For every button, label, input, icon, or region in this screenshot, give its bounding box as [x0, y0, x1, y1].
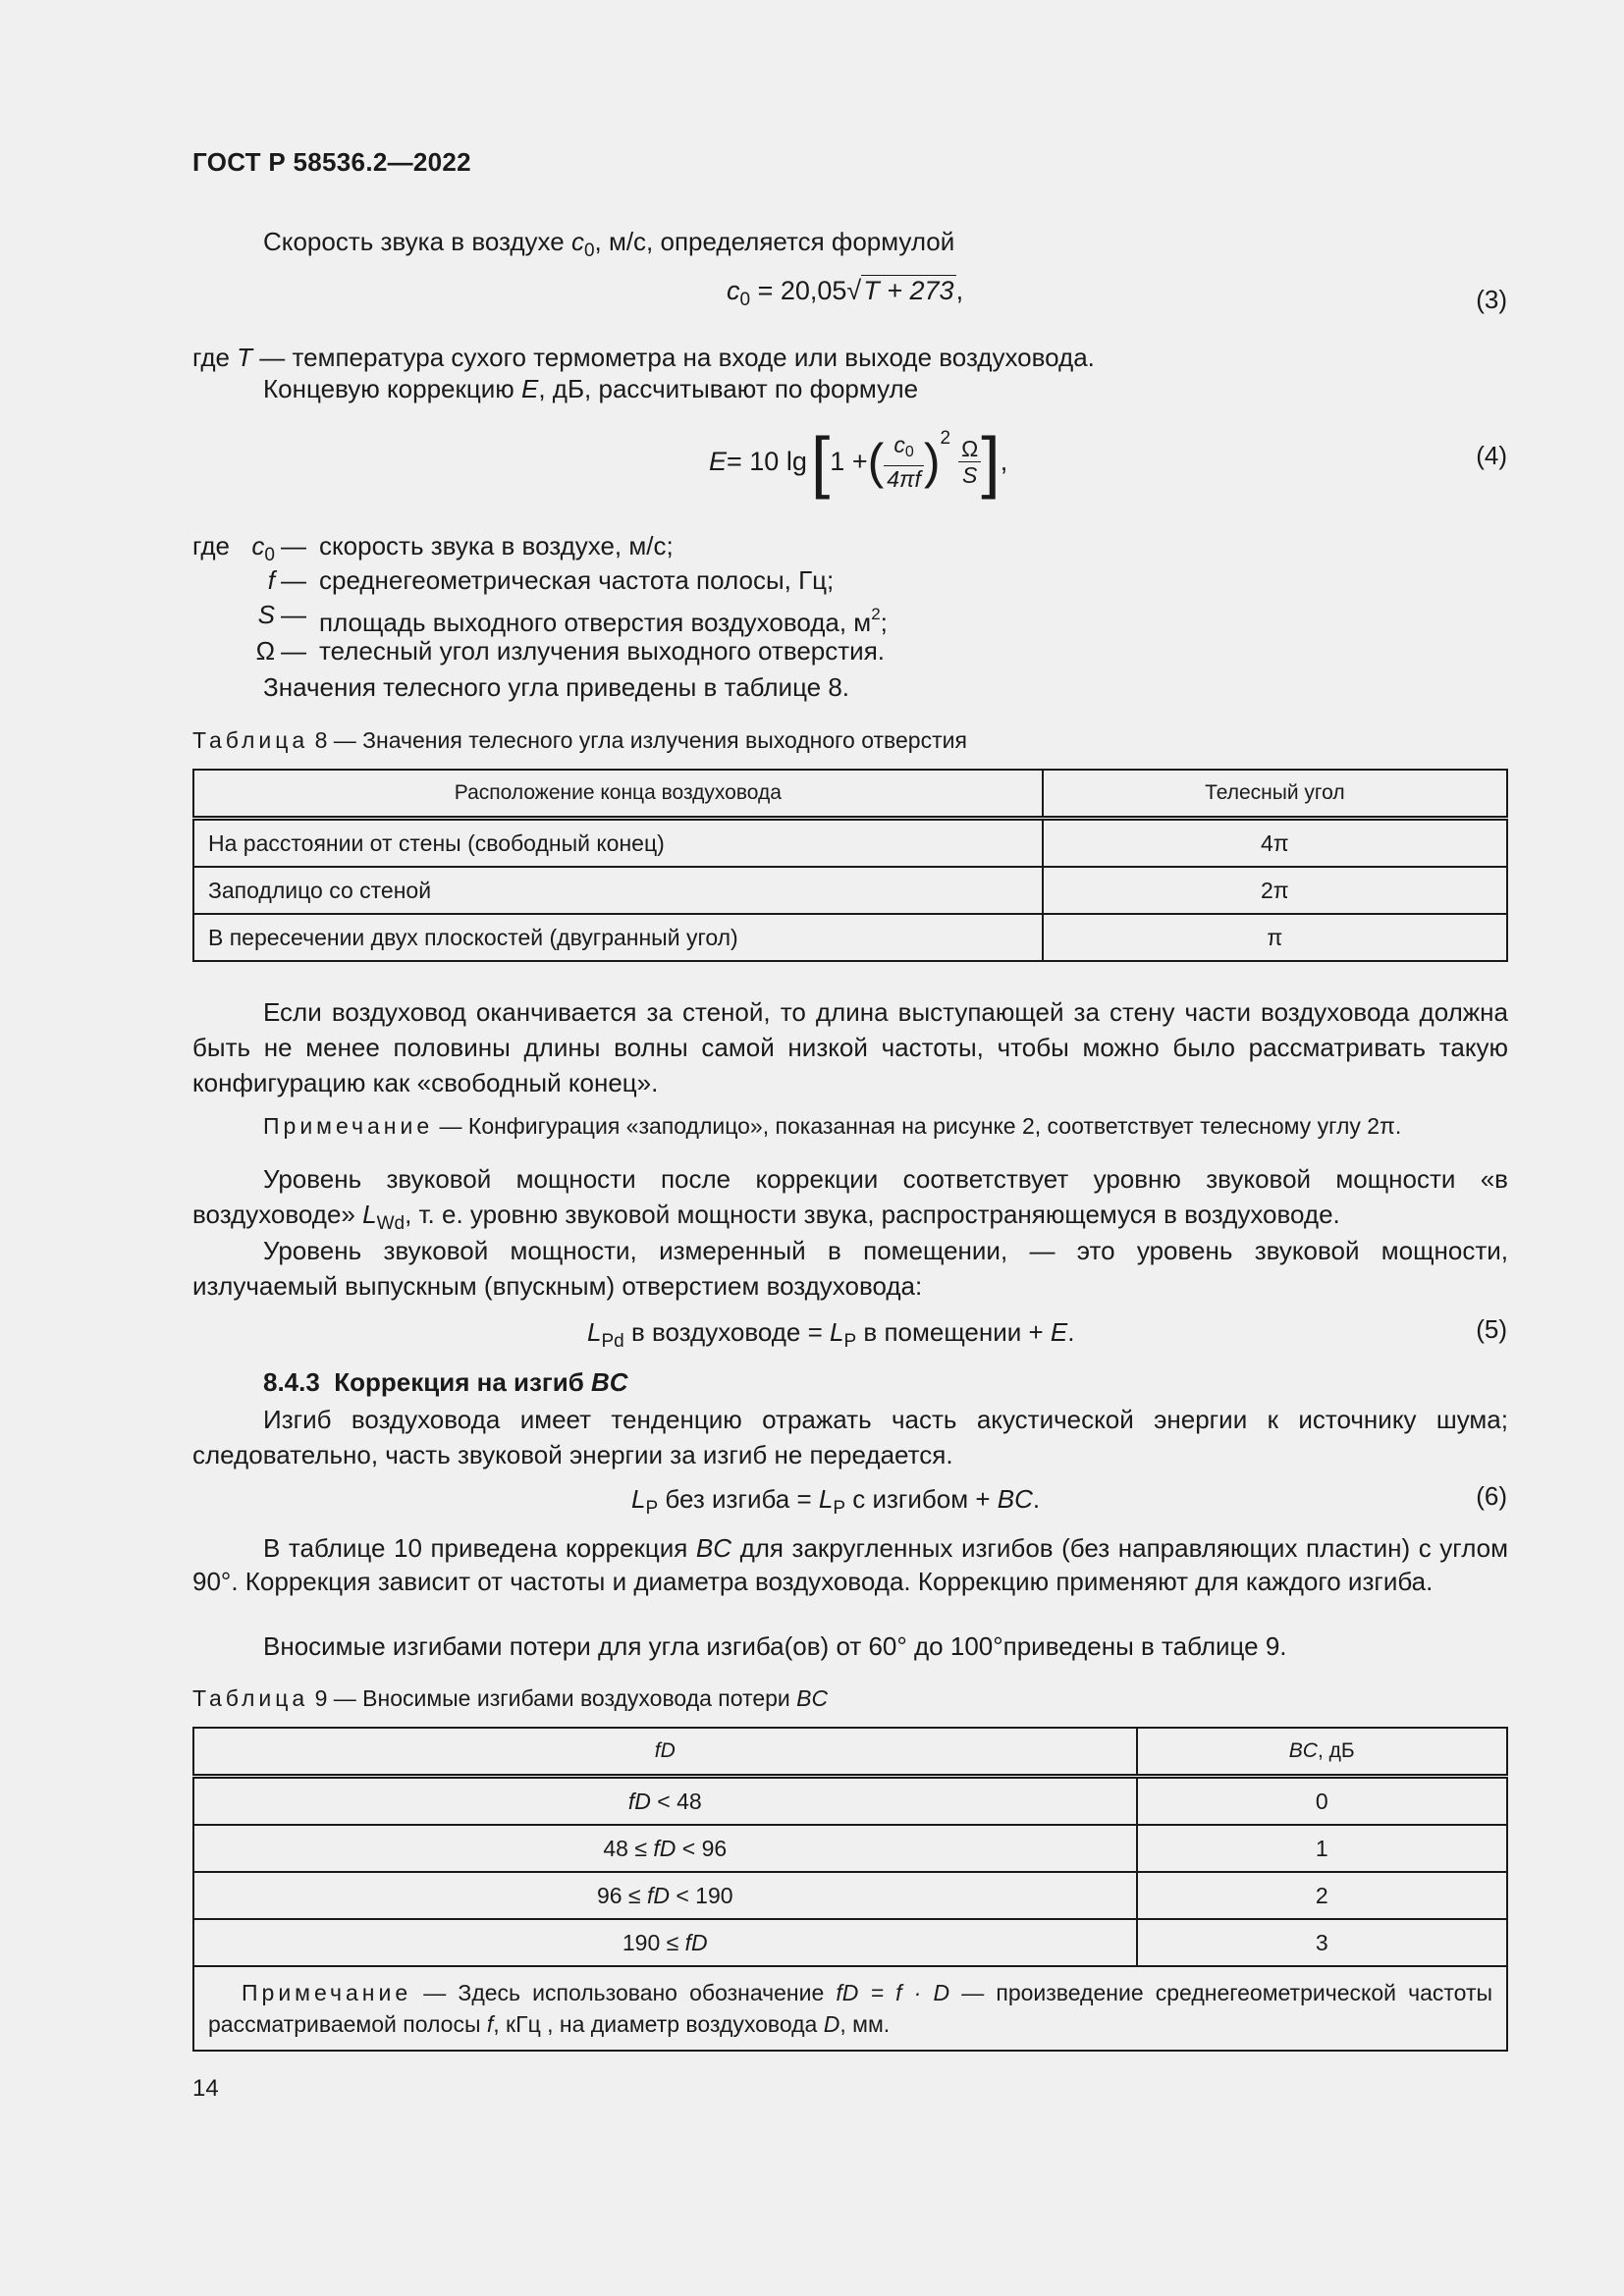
def-symbol-S: S [257, 600, 275, 629]
document-header: ГОСТ Р 58536.2—2022 [192, 147, 471, 177]
equation-5: $L_{Pd}$ в воздуховоде = $L_P$ в помещении + E. [587, 1317, 1075, 1352]
table-row [193, 1777, 1507, 1826]
table8 [192, 769, 1508, 962]
def-dash: — [281, 636, 306, 666]
fraction-c0-over-4pif: $\frac{c0}{4\pi f}$ [884, 432, 924, 492]
sqrt-sign: √ [846, 276, 862, 305]
table8-header-row [193, 770, 1507, 819]
def-symbol-omega: Ω [255, 636, 275, 666]
table9-cell-range: 96 ≤ fD < 190 [193, 1872, 1137, 1919]
table9-cell-value: 0 [1137, 1777, 1507, 1826]
table-row [193, 1919, 1507, 1966]
paragraph-bend: Изгиб воздуховода имеет тенденцию отражать часть акустической энергии к источнику шума; следовательно, часть звуковой энергии за изгиб не передается. [192, 1405, 1508, 1469]
def-dash: — [281, 531, 306, 561]
paragraph-wall: Если воздуховод оканчивается за стеной, то длина выступающей за стену части воздуховода должна быть не менее половины длины волны самой низкой частоты, чтобы можно было рассматривать такую конфигурацию как «свободный конец». [192, 997, 1508, 1097]
table9-cell-range: 48 ≤ fD < 96 [193, 1825, 1137, 1872]
paragraph-table9-reference: Вносимые изгибами потери для угла изгиба(ов) от 60° до 100°приведены в таблице 9. [263, 1631, 1287, 1661]
table9-caption: Таблица 9 — Вносимые изгибами воздуховода потери BC [192, 1685, 829, 1711]
equation-4: E = 10 lg [ 1 + ( $\frac{c0}{4\pi f}$ ) 2 $\frac{\Omega}{S}$ ] , [709, 423, 1008, 500]
paragraph-end-correction: Концевую коррекцию E, дБ, рассчитывают по формуле [263, 374, 919, 403]
def-text-S: площадь выходного отверстия воздуховода, $м^2$; [319, 605, 888, 637]
table9-note-row [193, 1966, 1507, 2051]
table-row [193, 819, 1507, 868]
table9-cell-value: 2 [1137, 1872, 1507, 1919]
table8-cell-angle: 4π [1043, 819, 1507, 868]
def-text-c0: скорость звука в воздухе, м/с; [319, 531, 674, 561]
paragraph-speed-of-sound: Скорость звука в воздухе $c_0$, м/с, определяется формулой [263, 227, 955, 261]
table9-header-bc: BC, дБ [1137, 1728, 1507, 1777]
def-symbol-c0: $c_0$ [251, 531, 275, 565]
equation-3: $c_0 = 20,05√T + 273$, [727, 276, 964, 310]
table8-cell-location: В пересечении двух плоскостей (двугранный угол) [193, 914, 1043, 961]
table9 [192, 1727, 1508, 2052]
table-row [193, 1825, 1507, 1872]
paragraph-room-level: Уровень звуковой мощности, измеренный в помещении, — это уровень звуковой мощности, излучаемый выпускным (впускным) отверстием воздуховода: [192, 1236, 1508, 1301]
table9-cell-range: 190 ≤ fD [193, 1919, 1137, 1966]
equation-number-6: (6) [1476, 1481, 1507, 1511]
note-flush: Примечание — Конфигурация «заподлицо», показанная на рисунке 2, соответствует телесному углу 2π. [263, 1113, 1402, 1139]
left-bracket: [ [810, 423, 831, 500]
def-dash: — [281, 600, 306, 629]
paragraph-table10: В таблице 10 приведена коррекция BC для закругленных изгибов (без направляющих пластин) с углом 90°. Коррекция зависит от частоты и диаметра воздуховода. Коррекцию применяют для каждого изгиба. [192, 1533, 1508, 1596]
table8-caption: Таблица 8 — Значения телесного угла излучения выходного отверстия [192, 727, 967, 753]
table8-cell-angle: π [1043, 914, 1507, 961]
equation-number-3: (3) [1476, 285, 1507, 314]
table8-header-location: Расположение конца воздуховода [193, 770, 1043, 819]
table9-header-fd: fD [193, 1728, 1137, 1777]
def-dash: — [281, 565, 306, 595]
table9-cell-value: 3 [1137, 1919, 1507, 1966]
equation-number-4: (4) [1476, 441, 1507, 470]
def-symbol-f: f [267, 565, 275, 595]
table8-cell-location: На расстоянии от стены (свободный конец) [193, 819, 1043, 868]
table-row [193, 1872, 1507, 1919]
table8-cell-angle: 2π [1043, 867, 1507, 914]
equation-number-5: (5) [1476, 1314, 1507, 1344]
right-paren: ) [923, 434, 941, 489]
def-text-f: среднегеометрическая частота полосы, Гц; [319, 565, 835, 595]
left-paren: ( [867, 434, 885, 489]
table9-cell-value: 1 [1137, 1825, 1507, 1872]
table-row [193, 867, 1507, 914]
section-heading-8-4-3: 8.4.3 Коррекция на изгиб BC [263, 1367, 628, 1397]
paragraph-table8-reference: Значения телесного угла приведены в таблице 8. [263, 672, 850, 702]
table9-cell-range: fD < 48 [193, 1777, 1137, 1826]
right-bracket: ] [981, 423, 1001, 500]
table8-header-angle: Телесный угол [1043, 770, 1507, 819]
fraction-omega-over-s: $\frac{\Omega}{S}$ [958, 436, 981, 488]
equation-6: $L_P$ без изгиба = $L_P$ с изгибом + BC. [631, 1484, 1041, 1519]
paragraph-corrected-level: Уровень звуковой мощности после коррекции соответствует уровню звуковой мощности «в воздуховоде» $L_{Wd}$, т. е. уровню звуковой мощности звука, распространяющемуся в воздуховоде. [192, 1164, 1508, 1234]
def-text-omega: телесный угол излучения выходного отверстия. [319, 636, 885, 666]
page-number: 14 [192, 2075, 219, 2102]
table9-header-row [193, 1728, 1507, 1777]
definitions-prefix: где [192, 531, 230, 561]
table-row [193, 914, 1507, 961]
table9-note: Примечание — Здесь использовано обозначение fD = f · D — произведение среднегеометрической частоты рассматриваемой полосы f, кГц , на диаметр воздуховода D, мм. [193, 1966, 1507, 2051]
table8-cell-location: Заподлицо со стеной [193, 867, 1043, 914]
definition-T: где T — температура сухого термометра на входе или выходе воздуховода. [192, 343, 1095, 372]
